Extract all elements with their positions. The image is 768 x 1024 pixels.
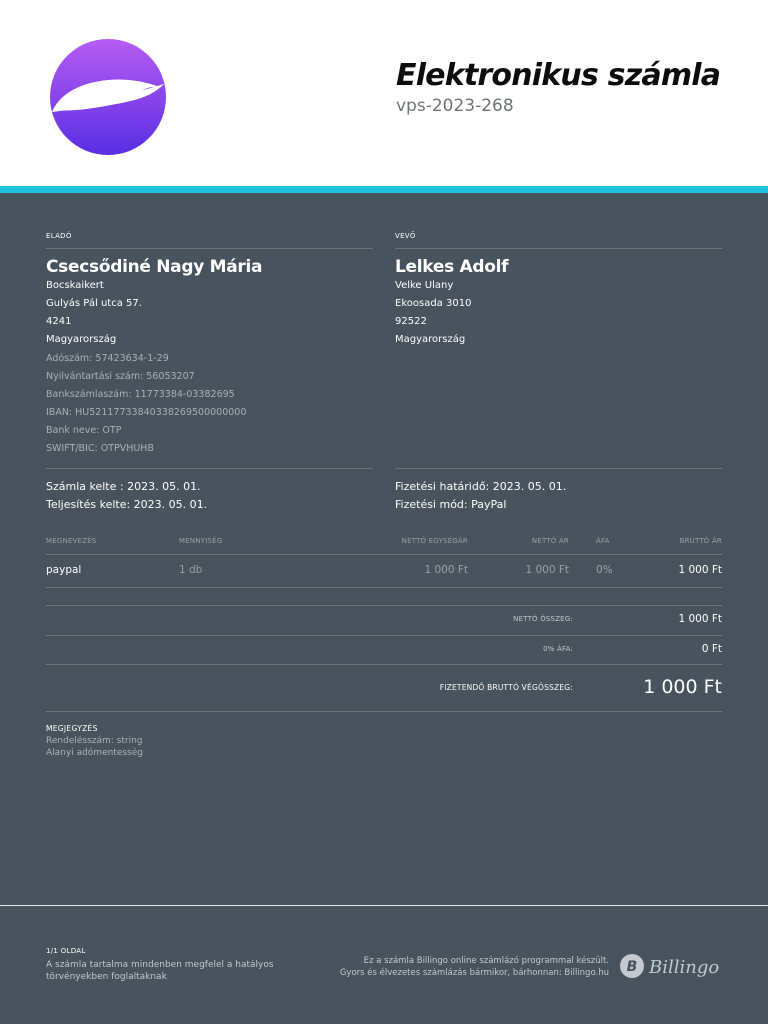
column-header-name: MEGNEVEZÉS: [46, 537, 97, 545]
buyer-bottom-divider: [395, 468, 722, 469]
net-total-value: 1 000 Ft: [678, 613, 722, 625]
buyer-address-line: Ekoosada 3010: [395, 298, 472, 309]
buyer-divider: [395, 248, 722, 249]
seller-divider: [46, 248, 373, 249]
vat-total-label: 0% ÁFA:: [543, 645, 573, 653]
seller-name: Csecsődiné Nagy Mária: [46, 257, 263, 277]
net-total-label: NETTÓ ÖSSZEG:: [513, 615, 573, 623]
buyer-name: Lelkes Adolf: [395, 257, 509, 277]
note-line: Alanyi adómentesség: [46, 748, 144, 758]
billingo-wordmark: Billingo: [649, 957, 720, 978]
seller-address-line: 4241: [46, 316, 72, 327]
billingo-credit: Gyors és élvezetes számlázás bármikor, bárhonnan: Billingo.hu: [339, 968, 609, 978]
column-header-unit-price: NETTÓ EGYSÉGÁR: [401, 537, 468, 545]
svg-text:B: B: [626, 959, 638, 975]
summary-divider: [46, 635, 722, 636]
billingo-credit: Ez a számla Billingo online számlázó programmal készült.: [363, 956, 609, 966]
seller-address-line: Gulyás Pál utca 57.: [46, 298, 142, 309]
buyer-address-line: Magyarország: [395, 334, 466, 345]
seller-address-line: Magyarország: [46, 334, 117, 345]
seller-registration-number: Nyilvántartási szám: 56053207: [46, 371, 195, 382]
table-row-divider: [46, 587, 722, 588]
buyer-address-line: Velke Ulany: [395, 280, 454, 291]
legal-note: A számla tartalma mindenben megfelel a hatályos: [46, 960, 274, 970]
fulfillment-date: Teljesítés kelte: 2023. 05. 01.: [46, 498, 208, 511]
column-header-gross-price: BRUTTÓ ÁR: [679, 537, 722, 545]
seller-bank-name: Bank neve: OTP: [46, 425, 122, 436]
payment-method: Fizetési mód: PayPal: [395, 498, 507, 511]
seller-bank-account: Bankszámlaszám: 11773384-03382695: [46, 389, 235, 400]
orbit-logo-icon: [46, 38, 170, 156]
invoice-title: Elektronikus számla: [396, 58, 721, 93]
seller-bottom-divider: [46, 468, 373, 469]
item-net-price: 1 000 Ft: [525, 564, 569, 576]
item-name: paypal: [46, 564, 82, 576]
seller-address-line: Bocskaikert: [46, 280, 104, 291]
item-gross-price: 1 000 Ft: [678, 564, 722, 576]
legal-note: törvényekben foglaltaknak: [46, 972, 167, 982]
item-vat: 0%: [596, 564, 613, 576]
item-quantity: 1 db: [179, 564, 203, 576]
seller-tax-number: Adószám: 57423634-1-29: [46, 353, 169, 364]
note-line: Rendelésszám: string: [46, 736, 143, 746]
page-indicator: 1/1 OLDAL: [46, 947, 86, 955]
due-date: Fizetési határidő: 2023. 05. 01.: [395, 480, 567, 493]
note-title: MEGJEGYZÉS: [46, 724, 98, 733]
summary-top-divider: [46, 605, 722, 606]
summary-divider: [46, 664, 722, 665]
grand-total-label: FIZETENDŐ BRUTTÓ VÉGÖSSZEG:: [439, 683, 573, 692]
billingo-b-icon: [620, 954, 644, 978]
grand-total-value: 1 000 Ft: [643, 676, 722, 698]
buyer-label: VEVŐ: [395, 232, 416, 240]
footer-divider: [0, 905, 768, 906]
column-header-quantity: MENNYISÉG: [179, 537, 223, 545]
column-header-vat: ÁFA: [596, 537, 610, 545]
seller-label: ELADÓ: [46, 232, 72, 240]
accent-stripe: [0, 186, 768, 193]
billingo-logo: [619, 952, 723, 980]
vat-total-value: 0 Ft: [701, 643, 722, 655]
seller-swift: SWIFT/BIC: OTPVHUHB: [46, 443, 154, 454]
item-unit-price: 1 000 Ft: [424, 564, 468, 576]
invoice-number: vps-2023-268: [396, 96, 514, 116]
seller-iban: IBAN: HU52117733840338269500000000: [46, 407, 247, 418]
summary-bottom-divider: [46, 711, 722, 712]
buyer-address-line: 92522: [395, 316, 427, 327]
table-header-divider: [46, 554, 722, 555]
column-header-net-price: NETTÓ ÁR: [531, 537, 569, 545]
issue-date: Számla kelte : 2023. 05. 01.: [46, 480, 201, 493]
